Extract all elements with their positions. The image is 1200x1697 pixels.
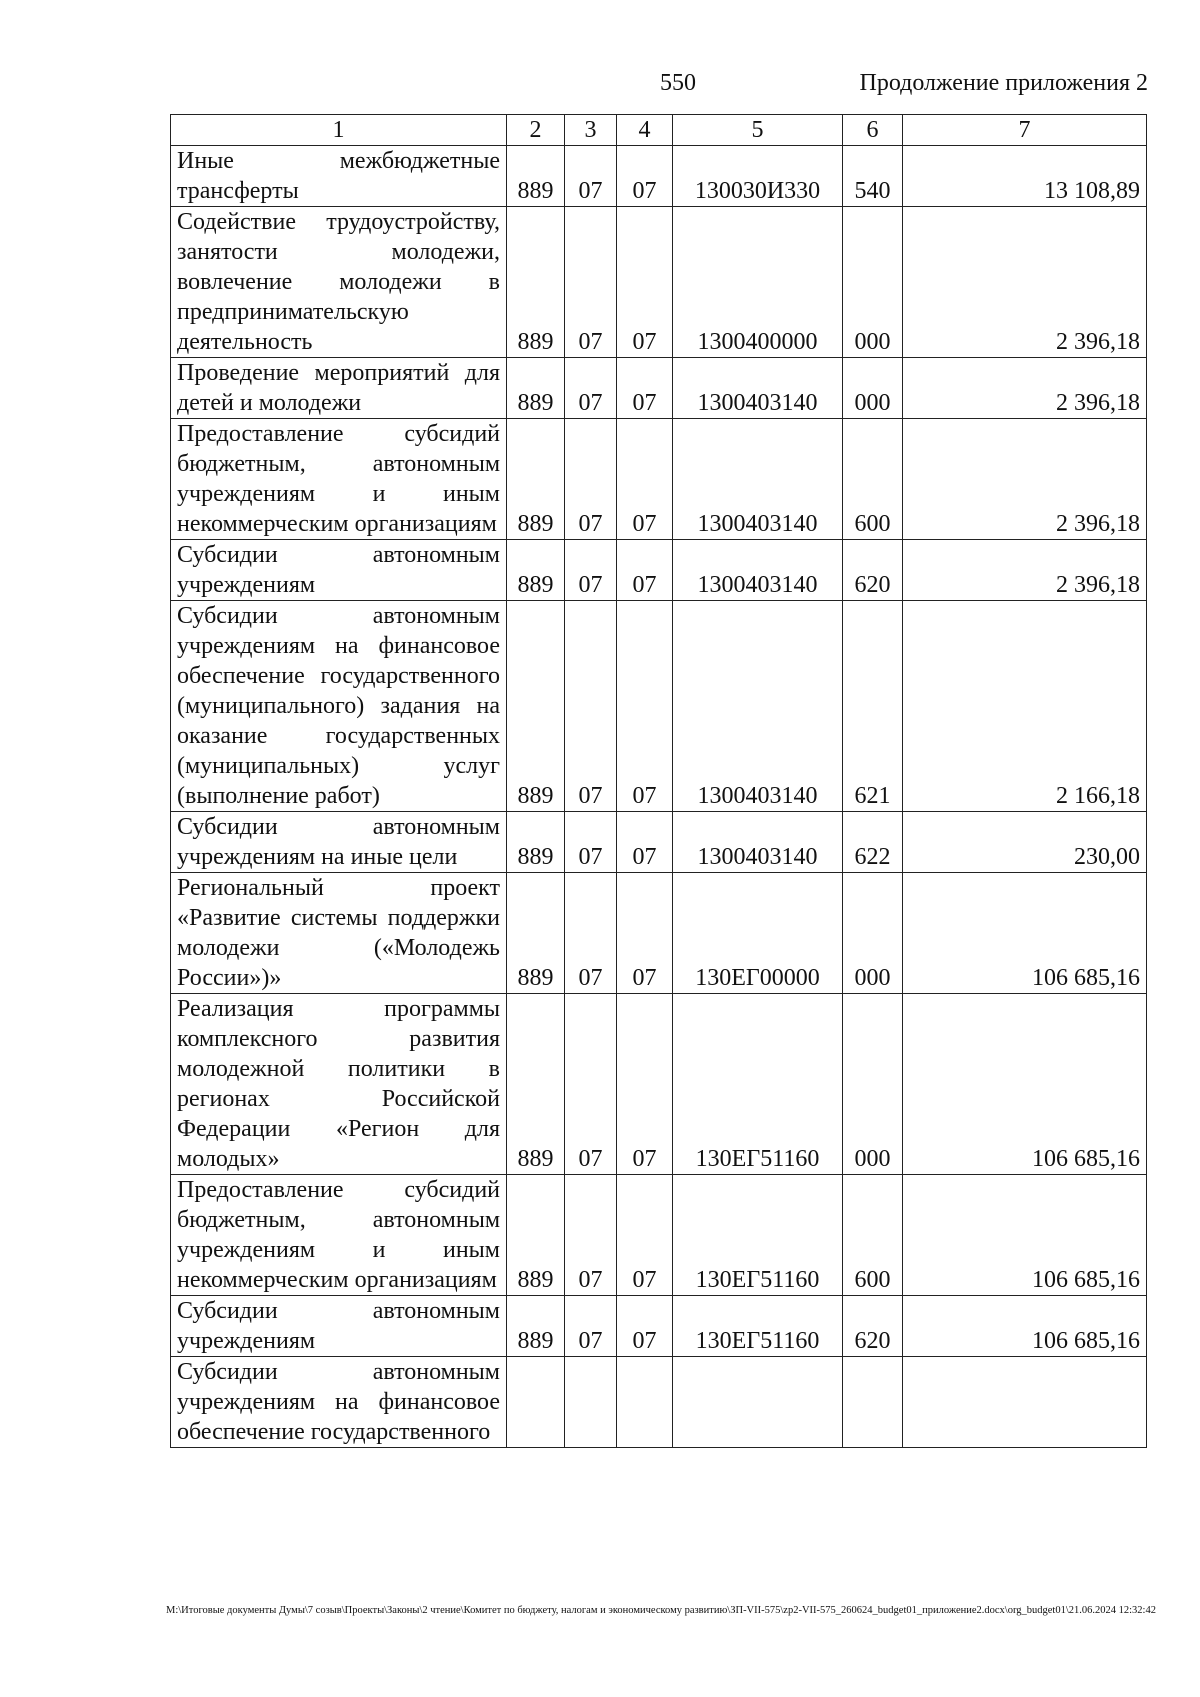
table-row <box>171 1357 1147 1448</box>
expense-name: Проведение мероприятий для детей и молодежи <box>171 358 507 419</box>
table-row <box>171 873 1147 994</box>
table-row <box>171 994 1147 1175</box>
expense-type-code: 600 <box>843 419 903 540</box>
target-article-code: 130ЕГ51160 <box>673 1296 843 1357</box>
expense-type-code: 000 <box>843 873 903 994</box>
subsection-code: 07 <box>617 812 673 873</box>
amount: 2 396,18 <box>903 358 1147 419</box>
amount: 106 685,16 <box>903 873 1147 994</box>
target-article-code: 1300400000 <box>673 207 843 358</box>
subsection-code: 07 <box>617 540 673 601</box>
expense-name: Субсидии автономным учреждениям на иные цели <box>171 812 507 873</box>
section-code <box>565 1357 617 1448</box>
subsection-code: 07 <box>617 873 673 994</box>
amount: 13 108,89 <box>903 146 1147 207</box>
expense-name: Субсидии автономным учреждениям на финансовое обеспечение государственного <box>171 1357 507 1448</box>
expense-type-code: 600 <box>843 1175 903 1296</box>
column-header: 3 <box>565 115 617 146</box>
column-header: 5 <box>673 115 843 146</box>
subsection-code: 07 <box>617 1296 673 1357</box>
target-article-code: 130030И330 <box>673 146 843 207</box>
target-article-code: 1300403140 <box>673 601 843 812</box>
target-article-code: 1300403140 <box>673 419 843 540</box>
amount: 106 685,16 <box>903 994 1147 1175</box>
ministry-code: 889 <box>507 207 565 358</box>
column-header: 7 <box>903 115 1147 146</box>
column-header: 6 <box>843 115 903 146</box>
amount: 2 166,18 <box>903 601 1147 812</box>
amount: 106 685,16 <box>903 1175 1147 1296</box>
expense-name: Реализация программы комплексного развития молодежной политики в регионах Российской Федерации «Регион для молодых» <box>171 994 507 1175</box>
ministry-code: 889 <box>507 873 565 994</box>
subsection-code: 07 <box>617 146 673 207</box>
expense-name: Региональный проект «Развитие системы поддержки молодежи («Молодежь России»)» <box>171 873 507 994</box>
expense-type-code: 000 <box>843 358 903 419</box>
section-code: 07 <box>565 207 617 358</box>
subsection-code <box>617 1357 673 1448</box>
subsection-code: 07 <box>617 601 673 812</box>
expense-name: Субсидии автономным учреждениям <box>171 1296 507 1357</box>
target-article-code <box>673 1357 843 1448</box>
ministry-code <box>507 1357 565 1448</box>
amount: 2 396,18 <box>903 540 1147 601</box>
expense-name: Предоставление субсидий бюджетным, автономным учреждениям и иным некоммерческим организациям <box>171 1175 507 1296</box>
amount: 106 685,16 <box>903 1296 1147 1357</box>
table-row <box>171 601 1147 812</box>
table-row <box>171 540 1147 601</box>
section-code: 07 <box>565 1175 617 1296</box>
ministry-code: 889 <box>507 1296 565 1357</box>
expense-type-code: 622 <box>843 812 903 873</box>
section-code: 07 <box>565 601 617 812</box>
subsection-code: 07 <box>617 419 673 540</box>
document-path-footer: М:\Итоговые документы Думы\7 созыв\Проекты\Законы\2 чтение\Комитет по бюджету, налогам и экономическому развитию\ЗП-VII-575\zp2-VII-575_260624_budget01_приложение2.docx\org_budget01\21.06.2024 12:32:42 <box>166 1605 1156 1616</box>
column-header: 4 <box>617 115 673 146</box>
expense-type-code: 000 <box>843 994 903 1175</box>
expense-type-code <box>843 1357 903 1448</box>
subsection-code: 07 <box>617 207 673 358</box>
table-row <box>171 358 1147 419</box>
section-code: 07 <box>565 812 617 873</box>
column-header: 1 <box>171 115 507 146</box>
expense-type-code: 000 <box>843 207 903 358</box>
expense-name: Иные межбюджетные трансферты <box>171 146 507 207</box>
expense-type-code: 620 <box>843 1296 903 1357</box>
ministry-code: 889 <box>507 994 565 1175</box>
ministry-code: 889 <box>507 419 565 540</box>
ministry-code: 889 <box>507 812 565 873</box>
budget-table <box>170 114 1147 1448</box>
amount: 2 396,18 <box>903 207 1147 358</box>
expense-name: Субсидии автономным учреждениям на финансовое обеспечение государственного (муниципального) задания на оказание государственных (муниципальных) услуг (выполнение работ) <box>171 601 507 812</box>
section-code: 07 <box>565 146 617 207</box>
expense-name: Предоставление субсидий бюджетным, автономным учреждениям и иным некоммерческим организациям <box>171 419 507 540</box>
table-row <box>171 1175 1147 1296</box>
section-code: 07 <box>565 873 617 994</box>
expense-type-code: 540 <box>843 146 903 207</box>
section-code: 07 <box>565 358 617 419</box>
table-row <box>171 812 1147 873</box>
target-article-code: 130ЕГ51160 <box>673 1175 843 1296</box>
column-number-row <box>171 115 1147 146</box>
table-row <box>171 146 1147 207</box>
amount: 230,00 <box>903 812 1147 873</box>
amount <box>903 1357 1147 1448</box>
target-article-code: 1300403140 <box>673 812 843 873</box>
subsection-code: 07 <box>617 994 673 1175</box>
target-article-code: 130ЕГ00000 <box>673 873 843 994</box>
ministry-code: 889 <box>507 146 565 207</box>
ministry-code: 889 <box>507 601 565 812</box>
appendix-continuation-title: Продолжение приложения 2 <box>859 70 1148 96</box>
table-row <box>171 207 1147 358</box>
amount: 2 396,18 <box>903 419 1147 540</box>
ministry-code: 889 <box>507 1175 565 1296</box>
target-article-code: 130ЕГ51160 <box>673 994 843 1175</box>
section-code: 07 <box>565 540 617 601</box>
page-number: 550 <box>660 70 696 96</box>
column-header: 2 <box>507 115 565 146</box>
table-row <box>171 419 1147 540</box>
expense-type-code: 620 <box>843 540 903 601</box>
subsection-code: 07 <box>617 358 673 419</box>
target-article-code: 1300403140 <box>673 540 843 601</box>
section-code: 07 <box>565 1296 617 1357</box>
table-row <box>171 1296 1147 1357</box>
ministry-code: 889 <box>507 540 565 601</box>
section-code: 07 <box>565 419 617 540</box>
ministry-code: 889 <box>507 358 565 419</box>
expense-name: Субсидии автономным учреждениям <box>171 540 507 601</box>
section-code: 07 <box>565 994 617 1175</box>
expense-name: Содействие трудоустройству, занятости молодежи, вовлечение молодежи в предпринимательскую деятельность <box>171 207 507 358</box>
subsection-code: 07 <box>617 1175 673 1296</box>
expense-type-code: 621 <box>843 601 903 812</box>
target-article-code: 1300403140 <box>673 358 843 419</box>
